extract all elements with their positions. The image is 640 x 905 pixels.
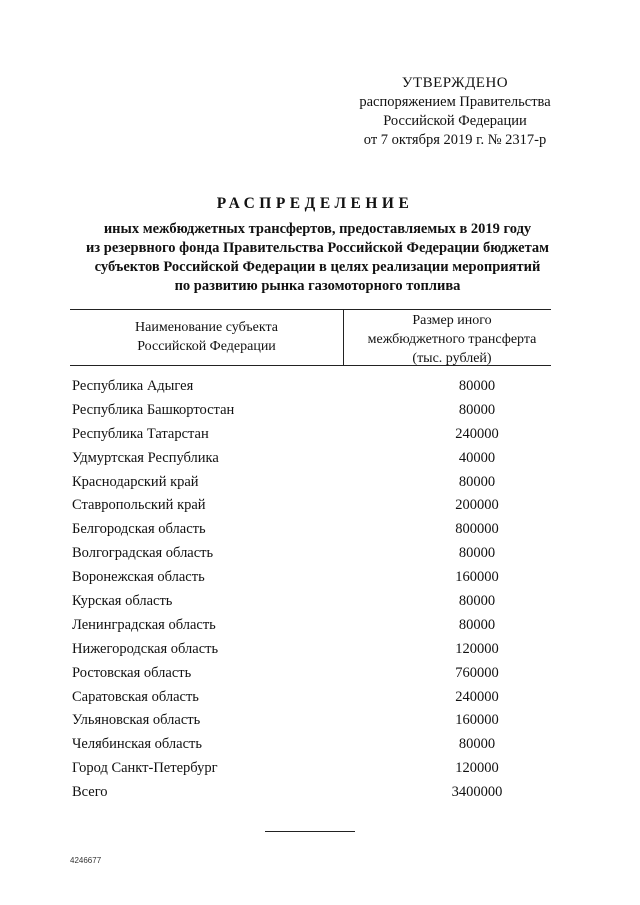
- table-row: [72, 641, 572, 665]
- transfer-amount: 160000: [455, 569, 499, 586]
- table-row: [72, 593, 572, 617]
- transfer-amount: 160000: [455, 712, 499, 729]
- table-header-amount: [346, 311, 558, 368]
- region-name: Нижегородская область: [72, 640, 219, 657]
- table-row: [72, 378, 572, 402]
- transfer-amount: 80000: [458, 378, 496, 394]
- approval-line: Российской Федерации: [383, 113, 527, 129]
- table-row: [72, 426, 572, 450]
- region-name: Город Санкт-Петербург: [72, 760, 218, 777]
- table-top-rule: [70, 309, 551, 310]
- transfer-amount: 200000: [455, 497, 499, 514]
- transfer-amount: 80000: [458, 616, 496, 633]
- transfer-amount: 40000: [458, 449, 496, 466]
- transfer-amount: 240000: [455, 425, 499, 442]
- region-name: Белгородская область: [72, 521, 206, 538]
- region-name: Удмуртская Республика: [72, 449, 219, 466]
- transfer-amount: 800000: [455, 521, 499, 538]
- transfer-amount: 80000: [458, 401, 496, 418]
- approval-stamp: [340, 74, 570, 150]
- document-code: 4246677: [70, 856, 102, 865]
- region-name: Воронежская область: [72, 569, 205, 586]
- region-name: Ставропольский край: [72, 497, 206, 514]
- region-name: Волгоградская область: [72, 545, 214, 562]
- table-body: [72, 378, 572, 808]
- document-subtitle: [60, 220, 575, 296]
- region-name: Ростовская область: [72, 664, 192, 681]
- approval-title: УТВЕРЖДЕНО: [401, 75, 509, 91]
- transfer-amount: 3400000: [451, 784, 503, 801]
- table-row: [72, 569, 572, 593]
- region-name: Ульяновская область: [72, 712, 201, 729]
- end-rule: [265, 831, 355, 832]
- table-row: [72, 474, 572, 498]
- transfer-amount: 240000: [455, 688, 499, 705]
- table-header-region: [70, 318, 343, 356]
- region-name: Республика Адыгея: [72, 378, 194, 394]
- header-bottom-rule-right: [343, 365, 551, 366]
- approval-line: распоряжением Правительства: [359, 94, 551, 110]
- transfer-amount: 80000: [458, 593, 496, 610]
- region-name: Краснодарский край: [72, 473, 199, 490]
- header-line: межбюджетного трансферта: [367, 332, 537, 347]
- table-row: [72, 450, 572, 474]
- table-row: [72, 784, 572, 808]
- region-name: Всего: [72, 784, 108, 801]
- table-row: [72, 665, 572, 689]
- table-row: [72, 545, 572, 569]
- subtitle-line: субъектов Российской Федерации в целях реализации мероприятий: [94, 259, 541, 275]
- subtitle-line: из резервного фонда Правительства Российской Федерации бюджетам: [85, 240, 550, 256]
- transfer-amount: 760000: [455, 664, 499, 681]
- transfer-amount: 120000: [455, 640, 499, 657]
- region-name: Саратовская область: [72, 688, 199, 705]
- table-row: [72, 617, 572, 641]
- region-name: Республика Татарстан: [72, 425, 209, 442]
- table-row: [72, 689, 572, 713]
- header-line: Размер иного: [412, 313, 492, 328]
- subtitle-line: иных межбюджетных трансфертов, предоставляемых в 2019 году: [103, 221, 532, 237]
- region-name: Челябинская область: [72, 736, 202, 753]
- header-line: (тыс. рублей): [412, 351, 492, 366]
- transfer-amount: 80000: [458, 736, 496, 753]
- table-row: [72, 402, 572, 426]
- subtitle-line: по развитию рынка газомоторного топлива: [174, 278, 461, 294]
- table-row: [72, 497, 572, 521]
- table-row: [72, 712, 572, 736]
- table-row: [72, 760, 572, 784]
- table-row: [72, 521, 572, 545]
- transfer-amount: 80000: [458, 545, 496, 562]
- region-name: Ленинградская область: [72, 616, 216, 633]
- header-column-separator: [343, 309, 344, 365]
- document-title: РАСПРЕДЕЛЕНИЕ: [216, 195, 414, 212]
- approval-date-number: от 7 октября 2019 г. № 2317-р: [363, 132, 547, 148]
- region-name: Республика Башкортостан: [72, 401, 235, 418]
- header-line: Наименование субъекта: [135, 320, 278, 335]
- transfer-amount: 120000: [455, 760, 499, 777]
- region-name: Курская область: [72, 593, 173, 610]
- table-row: [72, 736, 572, 760]
- transfer-amount: 80000: [458, 473, 496, 490]
- header-line: Российской Федерации: [137, 339, 276, 354]
- header-bottom-rule-left: [70, 365, 343, 366]
